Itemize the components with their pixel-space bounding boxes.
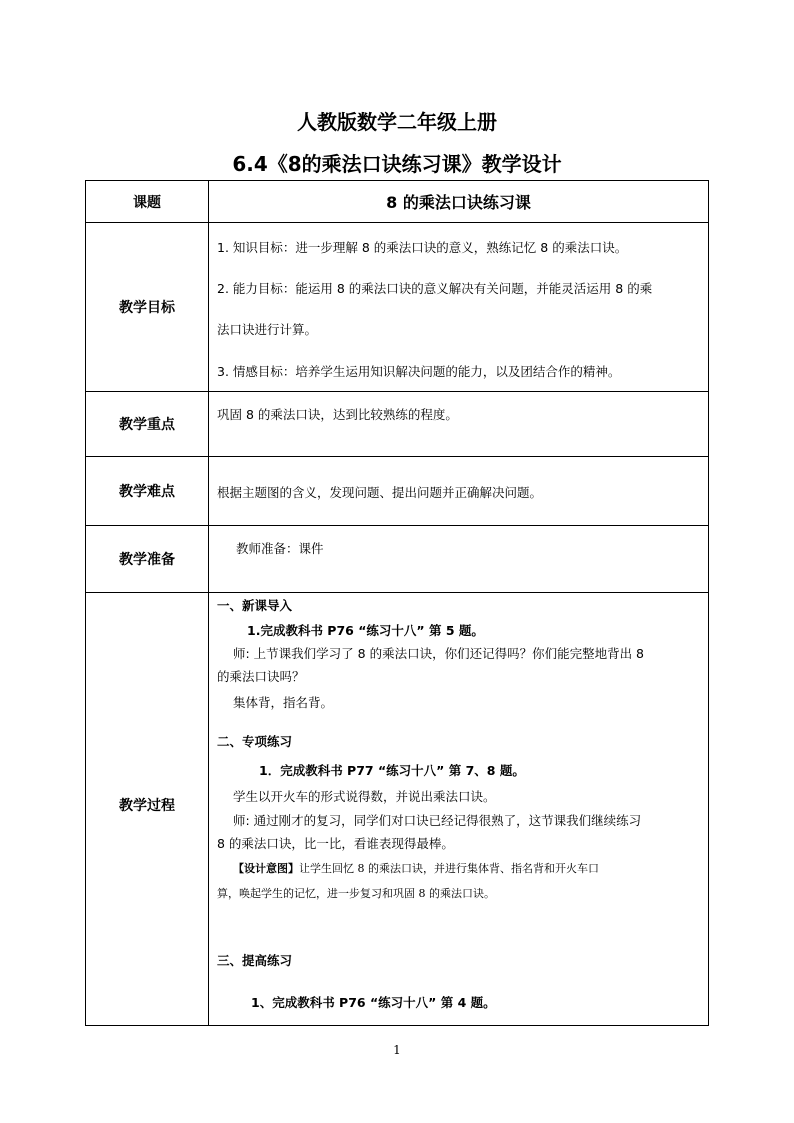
section-3-title: 三、提高练习 xyxy=(217,953,293,968)
objective-item: 法口诀进行计算。 xyxy=(217,322,318,337)
objective-item: 1. 知识目标：进一步理解 8 的乘法口诀的意义，熟练记忆 8 的乘法口诀。 xyxy=(217,240,628,255)
process-cell xyxy=(209,593,709,1026)
section-1-teacher-line: 的乘法口诀吗？ xyxy=(217,669,305,684)
section-1-task: 1.完成教科书 P76 “练习十八” 第 5 题。 xyxy=(247,623,484,638)
row-process xyxy=(86,593,709,1026)
design-intent-label: 【设计意图】 xyxy=(233,862,299,875)
section-1-recite: 集体背，指名背。 xyxy=(233,695,334,710)
objective-item: 2. 能力目标：能运用 8 的乘法口诀的意义解决有关问题，并能灵活运用 8 的乘 xyxy=(217,281,653,296)
lesson-plan-table xyxy=(85,180,709,1026)
section-2-task: 1．完成教科书 P77 “练习十八” 第 7、8 题。 xyxy=(259,763,525,778)
section-2-title: 二、专项练习 xyxy=(217,734,293,749)
row-objectives xyxy=(86,223,709,392)
objectives-cell xyxy=(209,223,709,392)
topic-label: 课题 xyxy=(86,181,209,223)
key-points-text: 巩固 8 的乘法口诀，达到比较熟练的程度。 xyxy=(217,407,458,422)
design-intent-text: 让学生回忆 8 的乘法口诀，并进行集体背、指名背和开火车口 xyxy=(299,862,599,875)
design-intent-text: 算，唤起学生的记忆，进一步复习和巩固 8 的乘法口诀。 xyxy=(217,887,495,900)
section-3-task: 1、完成教科书 P76 “练习十八” 第 4 题。 xyxy=(251,995,496,1010)
page-number: 1 xyxy=(393,1043,401,1057)
section-1-title: 一、新课导入 xyxy=(217,598,293,613)
objective-item: 3. 情感目标：培养学生运用知识解决问题的能力，以及团结合作的精神。 xyxy=(217,364,621,379)
row-key-points xyxy=(86,392,709,457)
section-2-students: 学生以开火车的形式说得数，并说出乘法口诀。 xyxy=(233,789,496,804)
document-title: 人教版数学二年级上册 xyxy=(297,110,497,134)
topic-value-cell xyxy=(209,181,709,223)
difficulties-text: 根据主题图的含义，发现问题、提出问题并正确解决问题。 xyxy=(217,485,543,500)
key-points-label: 教学重点 xyxy=(86,392,209,457)
section-2-teacher-line: 8 的乘法口诀，比一比，看谁表现得最棒。 xyxy=(217,836,454,851)
difficulties-label: 教学难点 xyxy=(86,457,209,526)
preparation-label: 教学准备 xyxy=(86,526,209,593)
section-2-teacher-line: 师: 通过刚才的复习，同学们对口诀已经记得很熟了，这节课我们继续练习 xyxy=(233,813,642,828)
difficulties-cell xyxy=(209,457,709,526)
key-points-cell xyxy=(209,392,709,457)
row-topic xyxy=(86,181,709,223)
process-label: 教学过程 xyxy=(86,593,209,1026)
objectives-label: 教学目标 xyxy=(86,223,209,392)
row-preparation xyxy=(86,526,709,593)
preparation-cell xyxy=(209,526,709,593)
design-intent xyxy=(233,859,599,879)
document-subtitle: 6.4《8的乘法口诀练习课》教学设计 xyxy=(232,152,562,176)
topic-value: 8 的乘法口诀练习课 xyxy=(386,193,531,212)
preparation-text: 教师准备：课件 xyxy=(236,541,324,556)
section-1-teacher-line: 师: 上节课我们学习了 8 的乘法口诀，你们还记得吗？你们能完整地背出 8 xyxy=(233,646,645,661)
row-difficulties xyxy=(86,457,709,526)
